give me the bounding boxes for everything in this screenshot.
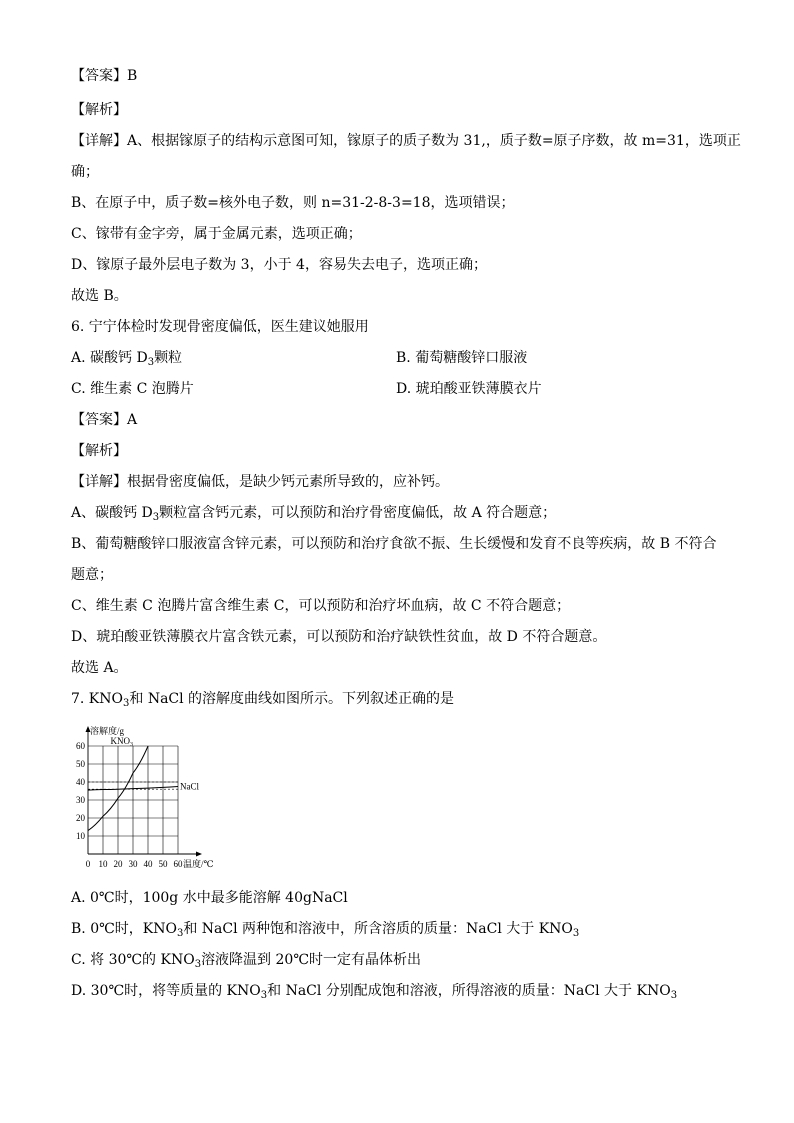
q5-detail-1b: 确； <box>71 164 99 180</box>
x-axis-label: 温度/℃ <box>183 859 214 869</box>
x-tick-label: 20 <box>113 859 123 869</box>
q6-option-c: C. 维生素 C 泡腾片 <box>71 381 194 397</box>
q5-conclusion: 故选 B。 <box>71 288 128 304</box>
q7-option-b: B. 0℃时，$KNO_3$和 NaCl 两种饱和溶液中，所含溶质的质量：NaCl 大于 $KNO_3$ <box>71 921 580 939</box>
q6-detail-4: C、维生素 C 泡腾片富含维生素 C，可以预防和治疗坏血病，故 C 不符合题意； <box>71 598 571 614</box>
y-axis-label: 溶解度/g <box>90 726 125 736</box>
y-tick-label: 50 <box>76 759 85 769</box>
q5-analysis-heading: 【解析】 <box>71 102 127 118</box>
q6-conclusion: 故选 A。 <box>71 660 128 676</box>
q6-detail-3: B、葡萄糖酸锌口服液富含锌元素，可以预防和治疗食欲不振、生长缓慢和发育不良等疾病，故 B 不符合 <box>71 536 717 552</box>
x-tick-label: 50 <box>158 859 168 869</box>
q7-option-a: A. 0℃时，100g 水中最多能溶解 40gNaCl <box>71 890 348 906</box>
q6-option-d: D. 琥珀酸亚铁薄膜衣片 <box>396 381 542 397</box>
q7-stem: 7. $KNO_3$和 NaCl 的溶解度曲线如图所示。下列叙述正确的是 <box>71 691 455 709</box>
q6-detail-5: D、琥珀酸亚铁薄膜衣片富含铁元素，可以预防和治疗缺铁性贫血，故 D 不符合题意。 <box>71 629 607 645</box>
q6-stem: 6. 宁宁体检时发现骨密度偏低，医生建议她服用 <box>71 319 369 335</box>
q7-option-d: D. 30℃时，将等质量的 $KNO_3$和 NaCl 分别配成饱和溶液，所得溶液的质量：NaCl 大于 $KNO_3$ <box>71 983 678 1001</box>
q6-answer: 【答案】A <box>71 412 138 428</box>
q5-detail-1: 【详解】A、根据镓原子的结构示意图可知，镓原子的质子数为 31,，质子数=原子序数，故 m=31，选项正 <box>71 133 741 149</box>
kno3-curve-label: $KNO_3$ <box>110 736 133 748</box>
x-tick-label: 10 <box>98 859 108 869</box>
q5-detail-4: D、镓原子最外层电子数为 3，小于 4，容易失去电子，选项正确； <box>71 257 487 273</box>
q5-detail-3: C、镓带有金字旁，属于金属元素，选项正确； <box>71 226 362 242</box>
x-tick-label: 0 <box>85 859 91 869</box>
q5-answer: 【答案】B <box>71 68 138 84</box>
q5-detail-2: B、在原子中，质子数=核外电子数，则 n=31-2-8-3=18，选项错误； <box>71 195 515 211</box>
q6-option-a: A. 碳酸钙 $D_3$颗粒 <box>71 350 183 368</box>
q6-detail-1: 【详解】根据骨密度偏低，是缺少钙元素所导致的，应补钙。 <box>71 474 449 490</box>
y-tick-label: 20 <box>76 813 85 823</box>
solubility-chart <box>70 722 230 882</box>
y-tick-label: 60 <box>76 741 85 751</box>
x-tick-label: 60 <box>173 859 183 869</box>
y-tick-label: 10 <box>76 831 85 841</box>
x-tick-label: 40 <box>143 859 153 869</box>
q6-detail-3b: 题意； <box>71 567 113 583</box>
nacl-curve-label: NaCl <box>180 781 199 792</box>
x-tick-label: 30 <box>128 859 138 869</box>
y-tick-label: 40 <box>76 777 85 787</box>
x-axis-arrow <box>196 852 202 857</box>
q6-option-b: B. 葡萄糖酸锌口服液 <box>396 350 528 366</box>
q7-option-c: C. 将 30℃的 $KNO_3$溶液降温到 20℃时一定有晶体析出 <box>71 952 421 970</box>
q6-analysis-heading: 【解析】 <box>71 443 127 459</box>
q6-detail-2: A、碳酸钙 $D_3$颗粒富含钙元素，可以预防和治疗骨密度偏低，故 A 符合题意； <box>71 505 557 523</box>
y-tick-label: 30 <box>76 795 85 805</box>
